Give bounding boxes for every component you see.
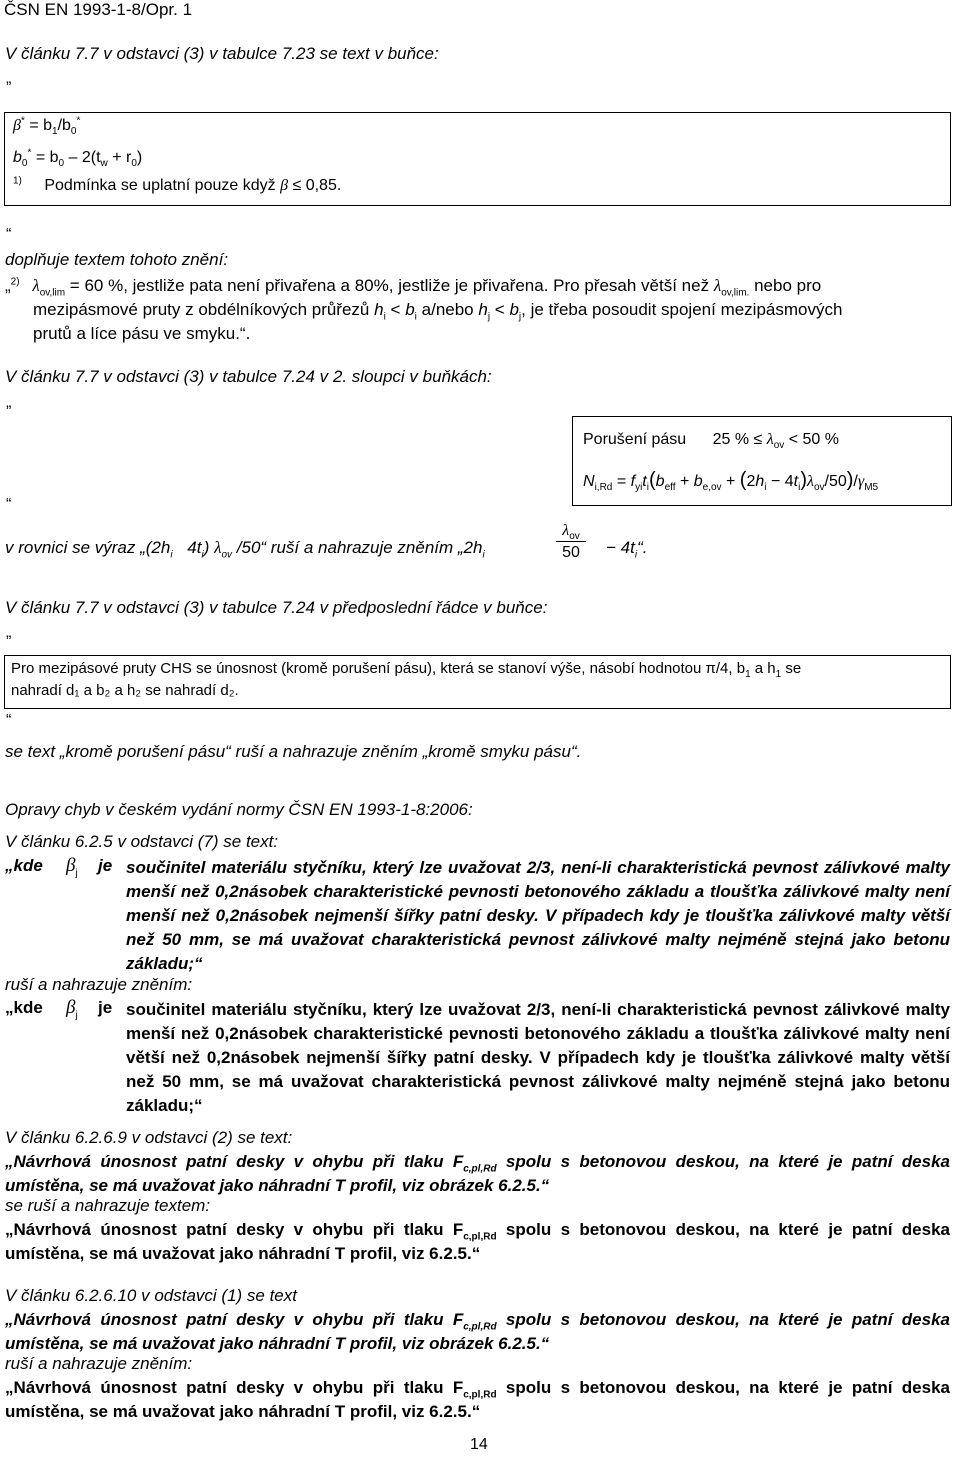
fraction-lambda-ov: $\lambda_{ov}$ 50 [556,522,586,562]
open-quote: „ [6,624,12,641]
article-6-2-6-10: V článku 6.2.6.10 v odstavci (1) se text [5,1286,297,1305]
footnote-1: $^{1)}$ Podmínka se uplatní pouze když β ≤ 0,85. [13,175,342,194]
text-6-2-6-10-new: „Návrhová únosnost patní desky v ohybu při tlaku $F_{c,pl,Rd}$ spolu s betonovou deskou, na které je patní deska umístěna, se má uvažovat jako náhradní T profil, viz 6.2.5.“ [5,1378,950,1421]
beta-definition: $\beta^* = b_1/b_0^*$ [13,115,81,138]
replace-label-6: ruší a nahrazuje zněním: [5,1354,193,1373]
b0-definition: $b_0^* = b_0 - 2(t_w + r_0)$ [13,147,143,170]
chord-failure-row: Porušení pásu 25 % ≤ $\lambda_{ov} < 50$ % [583,431,839,452]
replace-label-4: ruší a nahrazuje zněním: [5,975,193,994]
section-heading-3: V článku 7.7 v odstavci (3) v tabulce 7.24 v předposlední řádce v buňce: [5,598,548,617]
close-quote: “ [6,496,12,513]
document-id: ČSN EN 1993-1-8/Opr. 1 [4,0,193,19]
supplement-text: doplňuje textem tohoto znění: [5,250,229,269]
definition-new: součinitel materiálu styčníku, který lze uvažovat 2/3, není-li charakteristická pevnost zálivkové malty menší než 0,2násobek charakteristické pevnosti betonového základu a tloušťka zálivkové malty není větší než 0,2násobek nejmenší šířky patní desky. V případech kdy je tloušťka zálivkové malty větší než 50 mm, se má uvažovat charakteristická pevnost zálivkové malty nejméně stejná jako betonu základu;“ [126,1000,950,1115]
replace-expression-end: − $4t_i“$. [606,538,648,561]
table-cell-box-2 [572,416,952,506]
page-number: 14 [470,1436,488,1453]
replace-text-3: se text „kromě porušení pásu“ ruší a nahrazuje zněním „kromě smyku pásu“. [5,742,582,761]
footnote-2-line-2: mezipásmové pruty z obdélníkových průřezů $h_i < b_i$ a/nebo $h_j < b_j$, je třeba posoudit spojení mezipásmových [33,300,843,323]
je-label-new: je [98,998,113,1017]
section-heading-4: Opravy chyb v českém vydání normy ČSN EN 1993-1-8:2006: [5,800,473,819]
close-quote: “ [6,226,12,243]
definition-old: součinitel materiálu styčníku, který lze uvažovat 2/3, není-li charakteristická pevnost zálivkové malty menší než 0,2násobek charakteristické pevnosti betonového základu a tloušťka zálivkové malty není menší než 0,2násobek nejmenší šířky patní desky. V případech kdy je tloušťka zálivkové malty větší než 50 mm, se má uvažovat charakteristická pevnost zálivkové malty nejméně stejná jako betonu základu;“ [126,858,950,973]
open-quote: „ [6,394,12,411]
footnote-2-line-1: „$^{2)}$ $\lambda_{ov,lim} = 60$ %, jestliže pata není přivařena a 80%, jestliže je přivařena. Pro přesah větší než $\lambda_{ov,lim.}$ nebo pro [5,276,822,299]
footnote-2-line-3: prutů a líce pásu ve smyku.“. [33,324,251,343]
beta-j-new: $\beta_j$ [66,997,78,1021]
resistance-formula: $N_{i,Rd} = f_{yi}t_i(b_{eff} + b_{e,ov} + (2h_i - 4t_i)\lambda_{ov}/50)/\gamma_{M5}$ [583,469,879,494]
text-6-2-6-9-new: „Návrhová únosnost patní desky v ohybu při tlaku $F_{c,pl,Rd}$ spolu s betonovou deskou, na které je patní deska umístěna, se má uvažovat jako náhradní T profil, viz 6.2.5.“ [5,1220,950,1263]
article-6-2-5: V článku 6.2.5 v odstavci (7) se text: [5,832,279,851]
close-quote: “ [6,712,12,729]
text-6-2-6-10-old: „Návrhová únosnost patní desky v ohybu při tlaku $F_{c,pl,Rd}$ spolu s betonovou deskou, na které je patní deska umístěna, se má uvažovat jako náhradní T profil, viz obrázek 6.2.5.“ [5,1310,950,1353]
kde-label-new: „kde [5,998,43,1017]
text-6-2-6-9-old: „Návrhová únosnost patní desky v ohybu při tlaku $F_{c,pl,Rd}$ spolu s betonovou deskou, na které je patní deska umístěna, se má uvažovat jako náhradní T profil, viz obrázek 6.2.5.“ [5,1152,950,1195]
article-6-2-6-9: V článku 6.2.6.9 v odstavci (2) se text: [5,1128,293,1147]
je-label-old: je [98,856,113,875]
chs-text-line-2: nahradí d₁ a b₂ a h₂ se nahradí d₂. [11,682,239,699]
table-cell-box-3 [4,655,951,709]
kde-label-old: „kde [5,856,43,875]
table-cell-box-1 [4,112,951,206]
replace-label-5: se ruší a nahrazuje textem: [5,1196,211,1215]
replace-expression-line: v rovnici se výraz $„(2h_i$ $4t_i$) $\lambda_{ov}$ /50“ ruší a nahrazuje zněním $„2h_i$ [5,538,485,561]
section-heading-2: V článku 7.7 v odstavci (3) v tabulce 7.24 v 2. sloupci v buňkách: [5,367,492,386]
chs-text-line-1: Pro mezipásové pruty CHS se únosnost (kromě porušení pásu), která se stanoví výše, násobí hodnotou π/4, $b_1$ a $h_1$ se [11,660,802,680]
section-heading-1: V článku 7.7 v odstavci (3) v tabulce 7.23 se text v buňce: [5,44,439,63]
open-quote: „ [6,70,12,87]
beta-j-old: $\beta_j$ [66,855,78,879]
